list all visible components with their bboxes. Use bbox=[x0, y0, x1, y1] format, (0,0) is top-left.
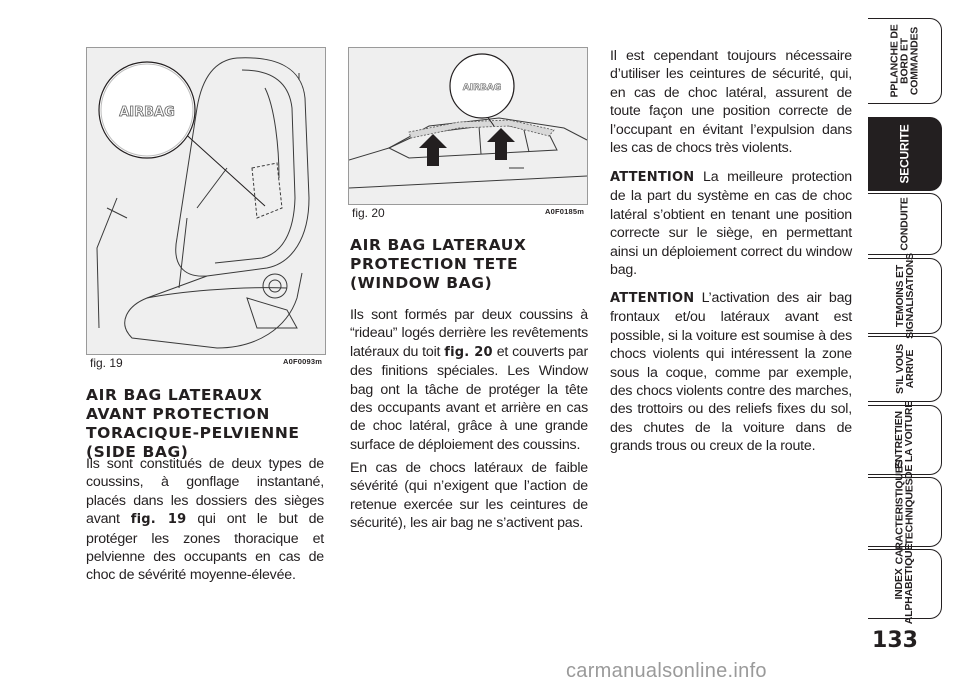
side-bag-text-b: qui ont le but de protéger les zones thoracique et pelvienne des occupants en cas de choc de sévérité moyenne-élevée. bbox=[86, 511, 324, 584]
tab-label: ENTRETIEN DE LA VOITURE bbox=[893, 400, 916, 480]
tab-sil-vous-arrive[interactable] bbox=[868, 336, 942, 402]
attention-label-2: ATTENTION bbox=[610, 291, 695, 306]
attention-text-2: L’activation des air bag frontaux et/ou latéraux avant est possible, si la voiture est soumise à des chocs violents qui intéressent la zone sous la coque, comme par exemple, des chocs violents contre des marches, des trottoirs ou des reliefs fixes du sol, des chutes de la voiture dans de grands trous ou creux de la route. bbox=[610, 290, 852, 455]
attention-label-1: ATTENTION bbox=[610, 170, 695, 185]
tab-label: CARACTERISTIQUES TECHNIQUES bbox=[893, 459, 916, 565]
car-window-illustration bbox=[349, 48, 587, 204]
airbag-badge-19: AIRBAG bbox=[119, 105, 175, 120]
figure-19 bbox=[86, 47, 326, 355]
tab-caracteristiques[interactable] bbox=[868, 459, 942, 565]
attention-paragraph-1 bbox=[610, 168, 852, 279]
tab-label: SECURITE bbox=[897, 124, 912, 184]
fig19-code: A0F0093m bbox=[283, 357, 323, 366]
tab-index[interactable] bbox=[868, 543, 942, 625]
tab-label: PPLANCHE DE BORD ET COMMANDES bbox=[888, 24, 921, 98]
window-bag-paragraph-1 bbox=[350, 306, 588, 454]
side-bag-text-a: Ils sont constitués de deux types de coussins, à gonflage instantané, placés dans les dossiers des sièges avant bbox=[86, 456, 324, 528]
tab-temoins[interactable] bbox=[868, 253, 942, 339]
window-bag-paragraph-2: En cas de chocs latéraux de faible sévérité (qui n’exigent que l’action de retenue exercée sur les ceintures de sécurité), les air bag ne s’activent pas. bbox=[350, 460, 588, 532]
fig20-caption: fig. 20 bbox=[352, 206, 385, 220]
tab-label: CONDUITE bbox=[898, 197, 911, 251]
tab-planche-de-bord[interactable] bbox=[868, 18, 942, 104]
fig19-reference[interactable]: fig. 19 bbox=[130, 512, 187, 528]
window-bag-heading: AIR BAG LATERAUX PROTECTION TETE (WINDOW BAG) bbox=[350, 236, 527, 292]
airbag-badge-20: AIRBAG bbox=[462, 83, 502, 93]
attention-text-1: La meilleure protection de la part du système en cas de choc latéral s’obtient en tenant une position correcte sur le siège, en permettant ainsi un déploiement correct du window bag. bbox=[610, 169, 852, 279]
watermark: carmanualsonline.info bbox=[566, 660, 767, 682]
chapter-tabs bbox=[868, 0, 960, 692]
fig20-reference[interactable]: fig. 20 bbox=[444, 344, 493, 360]
attention-paragraph-2 bbox=[610, 289, 852, 456]
side-bag-heading: AIR BAG LATERAUX AVANT PROTECTION TORACIQUE-PELVIENNE (SIDE BAG) bbox=[86, 386, 300, 461]
figure-20 bbox=[348, 47, 588, 205]
tab-label: INDEX ALPHABETIQUE bbox=[893, 543, 916, 625]
tab-label: TEMOINS ET SIGNALISATIONS bbox=[893, 253, 916, 339]
window-bag-text-a: Ils sont formés par deux coussins à “rideau” logés derrière les revêtements latéraux du toit bbox=[350, 307, 588, 360]
tab-label: S’IL VOUS ARRIVE bbox=[893, 344, 916, 394]
seatbelt-paragraph: Il est cependant toujours nécessaire d’utiliser les ceintures de sécurité, qui, en cas de choc latéral, assurent de toute façon une position correcte de l’occupant en évitant l’expulsion dans les cas de chocs très violents. bbox=[610, 48, 852, 157]
fig19-caption: fig. 19 bbox=[90, 356, 123, 370]
seat-illustration bbox=[87, 48, 325, 354]
window-bag-text-b: et couverts par des finitions spéciales. Les Window bag ont la tâche de protéger la tête des occupants avant et arrière en cas de choc latéral, grâce à une grande surface de déploiement des coussins. bbox=[350, 343, 588, 453]
tab-conduite[interactable] bbox=[868, 193, 942, 255]
tab-securite[interactable] bbox=[868, 117, 942, 191]
page-number: 133 bbox=[872, 628, 918, 653]
fig20-code: A0F0185m bbox=[545, 207, 585, 216]
side-bag-paragraph bbox=[86, 455, 324, 585]
